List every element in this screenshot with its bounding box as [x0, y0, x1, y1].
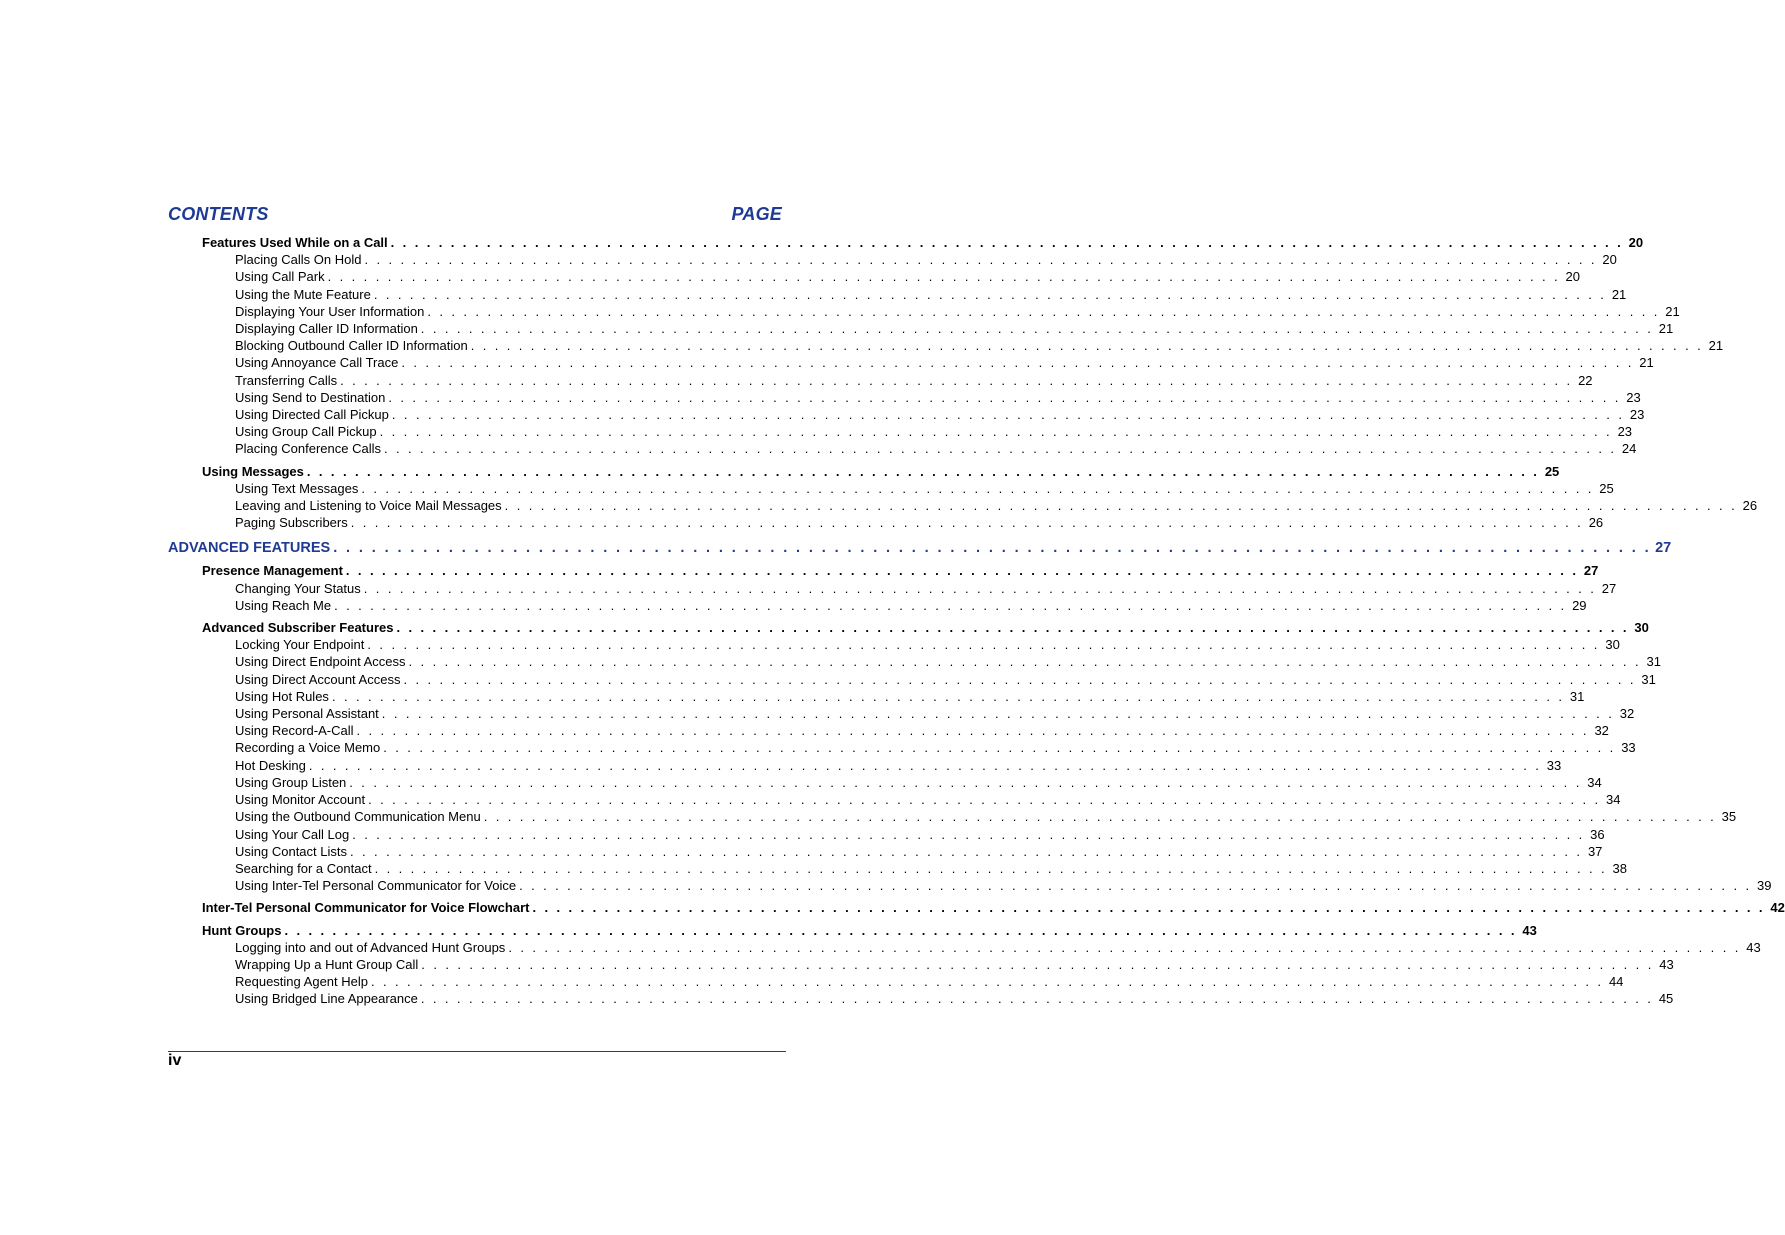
toc-entry-title: Using Annoyance Call Trace	[235, 355, 399, 371]
toc-entry-page: 45	[1658, 991, 1674, 1007]
toc-entry[interactable]	[168, 303, 1680, 320]
toc-entry-page: 43	[1522, 922, 1537, 938]
toc-entry-title: Paging Subscribers	[235, 515, 348, 531]
toc-leader-dots: . . . . . . . . . . . . . . . . . . . . . . . . . . . . . . . . . . . . . . . . . . . . . . . . . . . . . . . . . . . . . . . . . . . . . . . . . . . . . . . . . . . . . . . . . . . . . . . . . . . . . . .	[352, 826, 1585, 842]
footer-rule	[168, 1051, 786, 1052]
toc-leader-dots: . . . . . . . . . . . . . . . . . . . . . . . . . . . . . . . . . . . . . . . . . . . . . . . . . . . . . . . . . . . . . . . . . . . . . . . . . . . . . . . . . . . . . . . . . . . . . . . . . . . . . . .	[420, 321, 1654, 337]
toc-entry[interactable]	[168, 739, 1636, 756]
toc-entry[interactable]	[168, 354, 1654, 371]
toc-entry-page: 29	[1572, 597, 1587, 613]
toc-entry-title: Features Used While on a Call	[202, 235, 388, 250]
table-of-contents	[168, 234, 1785, 1008]
toc-entry-page: 39	[1757, 878, 1772, 894]
toc-entry-page: 32	[1594, 723, 1609, 739]
toc-entry-title: Using Messages	[202, 463, 304, 479]
toc-entry[interactable]	[168, 705, 1635, 722]
toc-entry[interactable]	[168, 251, 1617, 268]
toc-entry[interactable]	[168, 514, 1604, 531]
toc-entry-title: ADVANCED FEATURES	[168, 540, 331, 557]
toc-entry[interactable]	[168, 973, 1624, 990]
toc-entry[interactable]	[168, 597, 1587, 614]
toc-entry-title: Using Inter-Tel Personal Communicator for Voice	[235, 878, 517, 894]
toc-entry-title: Changing Your Status	[235, 580, 361, 596]
toc-entry-title: Presence Management	[202, 563, 343, 579]
toc-entry-page: 22	[1578, 372, 1593, 388]
toc-entry[interactable]	[168, 372, 1593, 389]
toc-entry[interactable]	[168, 463, 1560, 480]
toc-leader-dots: . . . . . . . . . . . . . . . . . . . . . . . . . . . . . . . . . . . . . . . . . . . . . . . . . . . . . . . . . . . . . . . . . . . . . . . . . . . . . . . . . . . . . . . . . . . . . . . . . . . . . . .	[403, 671, 1636, 687]
toc-entry[interactable]	[168, 757, 1562, 774]
toc-entry-page: 21	[1665, 303, 1680, 319]
toc-entry-page: 44	[1608, 974, 1624, 990]
toc-entry-title: Using Call Park	[235, 269, 325, 285]
toc-leader-dots: . . . . . . . . . . . . . . . . . . . . . . . . . . . . . . . . . . . . . . . . . . . . . . . . . . . . . . . . . . . . . . . . . . . . . . . . . . . . . . . . . . . . . . . . . . . . . . . . . . . . . . .	[470, 338, 1704, 354]
toc-entry[interactable]	[168, 389, 1641, 406]
toc-entry[interactable]	[168, 899, 1785, 916]
contents-heading: CONTENTS	[168, 204, 269, 224]
toc-entry-title: Placing Conference Calls	[235, 441, 381, 457]
toc-entry[interactable]	[168, 653, 1661, 670]
page-column-heading: PAGE	[731, 204, 782, 224]
toc-entry-page: 21	[1611, 286, 1627, 302]
toc-entry-page: 36	[1590, 826, 1605, 842]
toc-entry[interactable]	[168, 480, 1614, 497]
toc-entry-page: 37	[1587, 843, 1603, 859]
toc-entry-page: 34	[1606, 792, 1621, 808]
toc-entry-title: Using Direct Endpoint Access	[235, 654, 406, 670]
toc-entry-page: 30	[1634, 620, 1649, 636]
toc-entry[interactable]	[168, 636, 1620, 653]
toc-entry-title: Using Text Messages	[235, 480, 359, 496]
toc-entry-title: Inter-Tel Personal Communicator for Voice Flowchart	[202, 900, 530, 916]
toc-entry-page: 32	[1619, 706, 1635, 722]
toc-leader-dots: . . . . . . . . . . . . . . . . . . . . . . . . . . . . . . . . . . . . . . . . . . . . . . . . . . . . . . . . . . . . . . . . . . . . . . . . . . . . . . . . . . . . . . . . . . . . . . . . . . . . . . .	[420, 991, 1654, 1007]
toc-leader-dots: . . . . . . . . . . . . . . . . . . . . . . . . . . . . . . . . . . . . . . . . . . . . . . . . . . . . . . . . . . . . . . . . . . . . . . . . . . . . . . . . . . . . . . . . . . . . . . . . . . . . . . .	[388, 389, 1621, 405]
toc-leader-dots: . . . . . . . . . . . . . . . . . . . . . . . . . . . . . . . . . . . . . . . . . . . . . . . . . . . . . . . . . . . . . . . . . . . . . . . . . . . . . . . . . . . . . . . . . . . . . . . . . . . . . . .	[379, 424, 1613, 440]
toc-entry[interactable]	[168, 423, 1633, 440]
toc-entry-page: 21	[1708, 338, 1724, 354]
toc-entry-page: 31	[1646, 654, 1661, 670]
toc-entry-page: 24	[1621, 441, 1637, 457]
toc-entry-page: 21	[1658, 321, 1674, 337]
toc-leader-dots: . . . . . . . . . . . . . . . . . . . . . . . . . . . . . . . . . . . . . . . . . . . . . . . . . . . . . . . . . . . . . . . . . . . . . . . . . . . . . . . . . . . . . . . . . . . . . . . . . . . . . . .	[350, 515, 1584, 531]
toc-entry-page: 26	[1742, 498, 1758, 514]
toc-leader-dots: . . . . . . . . . . . . . . . . . . . . . . . . . . . . . . . . . . . . . . . . . . . . . . . . . . . . . . . . . . . . . . . . . . . . . . . . . . . . . . . . . . . . . . . . . . . . . . . . . . . . . . .	[504, 498, 1738, 514]
toc-entry-page: 31	[1569, 688, 1585, 704]
toc-leader-dots: . . . . . . . . . . . . . . . . . . . . . . . . . . . . . . . . . . . . . . . . . . . . . . . . . . . . . . . . . . . . . . . . . . . . . . . . . . . . . . . . . . . . . . . . . . . . . . . . . . . . . . .	[532, 900, 1765, 916]
toc-entry-page: 23	[1626, 389, 1641, 405]
toc-entry[interactable]	[168, 956, 1674, 973]
toc-entry-title: Logging into and out of Advanced Hunt Groups	[235, 939, 506, 955]
toc-entry-page: 31	[1641, 671, 1656, 687]
toc-entry-title: Leaving and Listening to Voice Mail Messages	[235, 498, 502, 514]
toc-entry-page: 21	[1639, 355, 1654, 371]
toc-leader-dots: . . . . . . . . . . . . . . . . . . . . . . . . . . . . . . . . . . . . . . . . . . . . . . . . . . . . . . . . . . . . . . . . . . . . . . . . . . . . . . . . . . . . . . . . . . . . . . . . . . . . . . .	[284, 922, 1517, 938]
toc-leader-dots: . . . . . . . . . . . . . . . . . . . . . . . . . . . . . . . . . . . . . . . . . . . . . . . . . . . . . . . . . . . . . . . . . . . . . . . . . . . . . . . . . . . . . . . . . . . . . . . . . . . . . . .	[345, 563, 1579, 579]
toc-leader-dots: . . . . . . . . . . . . . . . . . . . . . . . . . . . . . . . . . . . . . . . . . . . . . . . . . . . . . . . . . . . . . . . . . . . . . . . . . . . . . . . . . . . . . . . . . . . . . . . . . . . . . . .	[421, 956, 1654, 972]
toc-entry-title: Using Record-A-Call	[235, 723, 354, 739]
toc-leader-dots: . . . . . . . . . . . . . . . . . . . . . . . . . . . . . . . . . . . . . . . . . . . . . . . . . . . . . . . . . . . . . . . . . . . . . . . . . . . . . . . . . . . . . . . . . . . . . . . . . . . . . . .	[383, 740, 1616, 756]
toc-entry-title: Wrapping Up a Hunt Group Call	[235, 956, 419, 972]
toc-entry[interactable]	[168, 234, 1644, 251]
toc-leader-dots: . . . . . . . . . . . . . . . . . . . . . . . . . . . . . . . . . . . . . . . . . . . . . . . . . . . . . . . . . . . . . . . . . . . . . . . . . . . . . . . . . . . . . . . . . . . . . . . . . . . . . . .	[340, 372, 1573, 388]
toc-entry-title: Displaying Your User Information	[235, 303, 425, 319]
toc-leader-dots: . . . . . . . . . . . . . . . . . . . . . . . . . . . . . . . . . . . . . . . . . . . . . . . . . . . . . . . . . . . . . . . . . . . . . . . . . . . . . . . . . . . . . . . . . . . . . . . . . . . . . . .	[396, 620, 1629, 636]
toc-leader-dots: . . . . . . . . . . . . . . . . . . . . . . . . . . . . . . . . . . . . . . . . . . . . . . . . . . . . . . . . . . . . . . . . . . . . . . . . . . . . . . . . . . . . . . . . . . . . . . . . . . . . . . .	[308, 757, 1542, 773]
toc-entry[interactable]	[168, 497, 1758, 514]
toc-entry-title: Using Personal Assistant	[235, 706, 379, 722]
toc-leader-dots: . . . . . . . . . . . . . . . . . . . . . . . . . . . . . . . . . . . . . . . . . . . . . . . . . . . . . . . . . . . . . . . . . . . . . . . . . . . . . . . . . . . . . . . . . . . . . . . . . . . . . . .	[390, 235, 1624, 250]
toc-entry[interactable]	[168, 286, 1627, 303]
toc-entry-title: Using the Mute Feature	[235, 286, 371, 302]
toc-entry[interactable]	[168, 939, 1761, 956]
toc-entry-title: Using Group Listen	[235, 774, 347, 790]
toc-entry-page: 27	[1601, 580, 1617, 596]
toc-leader-dots: . . . . . . . . . . . . . . . . . . . . . . . . . . . . . . . . . . . . . . . . . . . . . . . . . . . . . . . . . . . . . . . . . . . . . . . . . . . . . . . . . . . . . . . . . . . . . . . . . . . . . . .	[334, 597, 1567, 613]
toc-entry-page: 30	[1605, 637, 1620, 653]
toc-leader-dots: . . . . . . . . . . . . . . . . . . . . . . . . . . . . . . . . . . . . . . . . . . . . . . . . . . . . . . . . . . . . . . . . . . . . . . . . . . . . . . . . . . . . . . . . . . . . . . . . . . . . . . .	[370, 974, 1604, 990]
toc-entry-title: Using the Outbound Communication Menu	[235, 809, 481, 825]
toc-leader-dots: . . . . . . . . . . . . . . . . . . . . . . . . . . . . . . . . . . . . . . . . . . . . . . . . . . . . . . . . . . . . . . . . . . . . . . . . . . . . . . . . . . . . . . . . . . . . . . . . . . . . . . .	[408, 654, 1641, 670]
toc-entry-page: 20	[1565, 269, 1581, 285]
toc-entry[interactable]	[168, 580, 1617, 597]
toc-entry[interactable]	[168, 990, 1674, 1007]
toc-entry[interactable]	[168, 671, 1656, 688]
toc-entry-title: Using Your Call Log	[235, 826, 350, 842]
toc-entry-title: Using Group Call Pickup	[235, 424, 377, 440]
toc-entry[interactable]	[168, 619, 1649, 636]
toc-entry-title: Recording a Voice Memo	[235, 740, 381, 756]
page-number: iv	[168, 1052, 182, 1069]
toc-entry-title: Searching for a Contact	[235, 860, 372, 876]
toc-entry-title: Locking Your Endpoint	[235, 637, 365, 653]
toc-entry[interactable]	[168, 268, 1581, 285]
toc-entry[interactable]	[168, 562, 1599, 579]
toc-entry-page: 20	[1628, 235, 1644, 250]
toc-entry[interactable]	[168, 860, 1627, 877]
toc-entry-page: 23	[1629, 407, 1645, 423]
toc-entry-page: 33	[1546, 757, 1562, 773]
toc-entry-title: Advanced Subscriber Features	[202, 620, 394, 636]
toc-entry-title: Hot Desking	[235, 757, 306, 773]
toc-entry-page: 43	[1746, 939, 1761, 955]
toc-entry[interactable]	[168, 774, 1602, 791]
toc-entry-title: Using Monitor Account	[235, 792, 366, 808]
toc-leader-dots: . . . . . . . . . . . . . . . . . . . . . . . . . . . . . . . . . . . . . . . . . . . . . . . . . . . . . . . . . . . . . . . . . . . . . . . . . . . . . . . . . . . . . . . . . . . . . . . . . . . . . . .	[508, 939, 1741, 955]
toc-leader-dots: . . . . . . . . . . . . . . . . . . . . . . . . . . . . . . . . . . . . . . . . . . . . . . . . . . . . . . . . . . . . . . . . . . . . . . . . . . . . . . . . . . . . . . . . . . . . . . . . . . . . . . .	[361, 480, 1594, 496]
toc-leader-dots: . . . . . . . . . . . . . . . . . . . . . . . . . . . . . . . . . . . . . . . . . . . . . . . . . . . . . . . . . . . . . . . . . . . . . . . . . . . . . . . . . . . . . . . . . . . . . . . . . . . . . . .	[356, 723, 1589, 739]
toc-leader-dots: . . . . . . . . . . . . . . . . . . . . . . . . . . . . . . . . . . . . . . . . . . . . . . . . . . . . . . . . . . . . . . . . . . . . . . . . . . . . . . . . . . . . . . . . . . . . . . . . . . . . . . .	[401, 355, 1634, 371]
toc-entry[interactable]	[168, 440, 1637, 457]
toc-leader-dots: . . . . . . . . . . . . . . . . . . . . . . . . . . . . . . . . . . . . . . . . . . . . . . . . . . . . . . . . . . . . . . . . . . . . . . . . . . . . . . . . . . . . . . . . . . . . . . . . . . . . . . .	[367, 637, 1600, 653]
toc-entry-page: 38	[1612, 860, 1627, 876]
toc-leader-dots: . . . . . . . . . . . . . . . . . . . . . . . . . . . . . . . . . . . . . . . . . . . . . . . . . . . . . . . . . . . . . . . . . . . . . . . . . . . . . . . . . . . . . . . . . . . . . . . . . . . . . . .	[391, 407, 1625, 423]
toc-entry-title: Using Send to Destination	[235, 389, 386, 405]
toc-entry[interactable]	[168, 337, 1724, 354]
toc-leader-dots: . . . . . . . . . . . . . . . . . . . . . . . . . . . . . . . . . . . . . . . . . . . . . . . . . . . . . . . . . . . . . . . . . . . . . . . . . . . . . . . . . . . . . . . . . . . . . . . . . . . . . . .	[374, 860, 1607, 876]
toc-leader-dots: . . . . . . . . . . . . . . . . . . . . . . . . . . . . . . . . . . . . . . . . . . . . . . . . . . . . . . . . . . . . . . . . . . . . . . . . . . . . . . . . . . . . . . . . . . . . . . . . . . . . . . .	[373, 286, 1607, 302]
toc-entry-page: 23	[1617, 424, 1633, 440]
toc-entry-title: Using Contact Lists	[235, 843, 347, 859]
toc-entry-title: Transferring Calls	[235, 372, 338, 388]
toc-entry-page: 34	[1587, 774, 1602, 790]
toc-leader-dots: . . . . . . . . . . . . . . . . . . . . . . . . . . . . . . . . . . . . . . . . . . . . . . . . . . . . . . . . . . . . . . . . . . . . . . . . . . . . . . . . . . . . . . . . . . . . . . . . . . . . . . .	[383, 441, 1617, 457]
toc-entry-title: Displaying Caller ID Information	[235, 321, 418, 337]
toc-entry-title: Hunt Groups	[202, 922, 282, 938]
toc-entry[interactable]	[168, 320, 1674, 337]
toc-entry-title: Blocking Outbound Caller ID Information	[235, 338, 468, 354]
toc-leader-dots: . . . . . . . . . . . . . . . . . . . . . . . . . . . . . . . . . . . . . . . . . . . . . . . . . . . . . . . . . . . . . . . . . . . . . . . . . . . . . . . . . . . . . . . . . . . . . . . . . . . . . . .	[483, 809, 1717, 825]
toc-entry[interactable]	[168, 722, 1609, 739]
toc-entry[interactable]	[168, 539, 1672, 558]
toc-entry-title: Requesting Agent Help	[235, 974, 368, 990]
toc-entry-title: Using Directed Call Pickup	[235, 407, 389, 423]
toc-entry[interactable]	[168, 791, 1621, 808]
toc-entry[interactable]	[168, 808, 1737, 825]
toc-leader-dots: . . . . . . . . . . . . . . . . . . . . . . . . . . . . . . . . . . . . . . . . . . . . . . . . . . . . . . . . . . . . . . . . . . . . . . . . . . . . . . . . . . . . . . . . . . . . . . . . . . . . . . .	[368, 792, 1601, 808]
toc-entry-title: Using Hot Rules	[235, 688, 329, 704]
toc-leader-dots: . . . . . . . . . . . . . . . . . . . . . . . . . . . . . . . . . . . . . . . . . . . . . . . . . . . . . . . . . . . . . . . . . . . . . . . . . . . . . . . . . . . . . . . . . . . . . . . . . . . . . . .	[364, 252, 1597, 268]
toc-entry-page: 43	[1659, 956, 1674, 972]
toc-entry-title: Placing Calls On Hold	[235, 252, 362, 268]
toc-entry-title: Using Bridged Line Appearance	[235, 991, 418, 1007]
toc-entry-title: Using Reach Me	[235, 597, 332, 613]
toc-entry-page: 27	[1655, 540, 1672, 557]
toc-entry[interactable]	[168, 843, 1603, 860]
toc-entry-page: 25	[1599, 480, 1614, 496]
toc-leader-dots: . . . . . . . . . . . . . . . . . . . . . . . . . . . . . . . . . . . . . . . . . . . . . . . . . . . . . . . . . . . . . . . . . . . . . . . . . . . . . . . . . . . . . . . . . . . . . . . . . . . . . . .	[519, 878, 1752, 894]
toc-entry-title: Using Direct Account Access	[235, 671, 401, 687]
toc-entry-page: 27	[1583, 563, 1599, 579]
toc-leader-dots: . . . . . . . . . . . . . . . . . . . . . . . . . . . . . . . . . . . . . . . . . . . . . . . . . . . . . . . . . . . . . . . . . . . . . . . . . . . . . . . . . . . . . . . . . . . . . . . . . . . . . . .	[331, 688, 1565, 704]
toc-entry-page: 35	[1721, 809, 1737, 825]
toc-entry[interactable]	[168, 877, 1772, 894]
toc-leader-dots: . . . . . . . . . . . . . . . . . . . . . . . . . . . . . . . . . . . . . . . . . . . . . . . . . . . . . . . . . . . . . . . . . . . . . . . . . . . . . . . . . . . . . . . . . . . . . . . . . . . . . . .	[350, 843, 1583, 859]
toc-leader-dots: . . . . . . . . . . . . . . . . . . . . . . . . . . . . . . . . . . . . . . . . . . . . . . . . . . . . . . . . . . . . . . . . . . . . . . . . . . . . . . . . . . . . . . . . . . . . . . . . . . . . . . .	[427, 303, 1660, 319]
toc-leader-dots: . . . . . . . . . . . . . . . . . . . . . . . . . . . . . . . . . . . . . . . . . . . . . . . . . . . . . . . . . . . . . . . . . . . . . . . . . . . . . . . . . . . . . . . . . . . . . . . . . . . . . . .	[349, 774, 1582, 790]
toc-entry[interactable]	[168, 826, 1605, 843]
toc-leader-dots: . . . . . . . . . . . . . . . . . . . . . . . . . . . . . . . . . . . . . . . . . . . . . . . . . . . . . . . . . . . . . . . . . . . . . . . . . . . . . . . . . . . . . . . . . . . . . . . . . . . . . . .	[327, 269, 1561, 285]
toc-entry-page: 33	[1621, 740, 1636, 756]
toc-leader-dots: . . . . . . . . . . . . . . . . . . . . . . . . . . . . . . . . . . . . . . . . . . . . . . . . . . . . . . . . . . . . . . . . . . . . . . . . . . . . . . . . . . . . . . . . . . . . . . . . . . . . . . .	[381, 706, 1615, 722]
toc-leader-dots: . . . . . . . . . . . . . . . . . . . . . . . . . . . . . . . . . . . . . . . . . . . . . . . . . . . . . . . . . . . . . . . . . . . . . . . . . . . . . . . . . . . . . . . . . . . . . . . . . . . . . . .	[363, 580, 1597, 596]
toc-entry[interactable]	[168, 688, 1585, 705]
toc-entry-page: 25	[1544, 463, 1560, 479]
toc-leader-dots: . . . . . . . . . . . . . . . . . . . . . . . . . . . . . . . . . . . . . . . . . . . . . . . . . . . . . . . . . . . . . . . . . . . . . . . . . . . . . . . . . . . . . . . . . . . . . . . . . . . . . . .	[306, 463, 1540, 479]
toc-entry[interactable]	[168, 406, 1645, 423]
toc-entry-page: 42	[1770, 900, 1785, 916]
toc-entry-page: 20	[1602, 252, 1617, 268]
toc-entry[interactable]	[168, 922, 1537, 939]
toc-leader-dots: . . . . . . . . . . . . . . . . . . . . . . . . . . . . . . . . . . . . . . . . . . . . . . . . . . . . . . . . . . . . . . . . . . . . . . . . . . . . . . . . . . . . . . . . . . . . . . . . . . . . . . .	[333, 540, 1652, 557]
toc-entry-page: 26	[1588, 515, 1604, 531]
